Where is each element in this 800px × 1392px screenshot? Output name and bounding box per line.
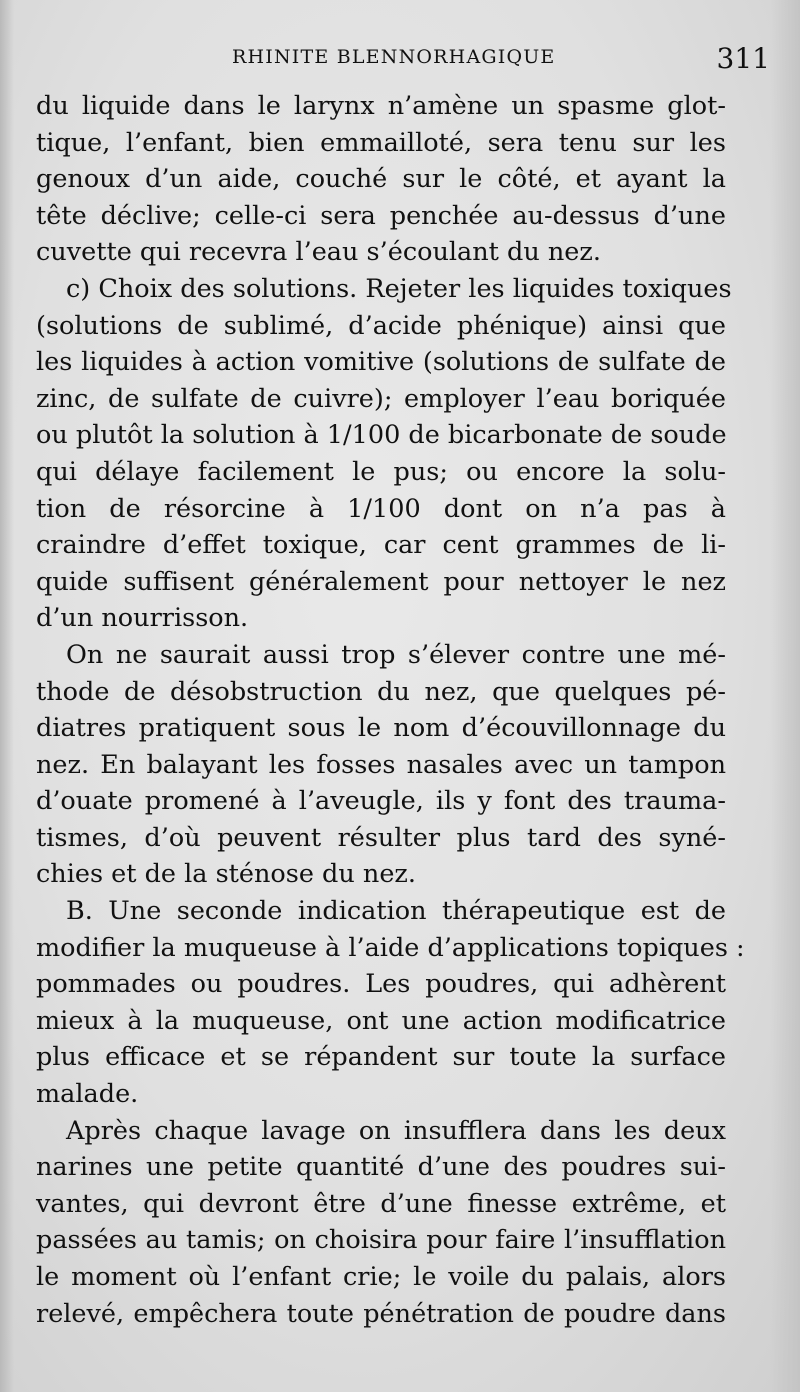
text-line: relevé, empêchera toute pénétration de poudre dans <box>36 1298 726 1329</box>
running-head: RHINITE BLENNORHAGIQUE <box>232 46 556 68</box>
page-number: 311 <box>716 42 770 75</box>
text-line: nez. En balayant les fosses nasales avec un tampon <box>36 749 726 780</box>
text-line: quide suffisent généralement pour nettoyer le nez <box>36 566 726 597</box>
text-line: du liquide dans le larynx n’amène un spasme glot- <box>36 91 726 121</box>
text-line: pommades ou poudres. Les poudres, qui adhèrent <box>36 969 726 1000</box>
text-line: B. Une seconde indication thérapeutique est de <box>66 896 726 927</box>
text-line: narines une petite quantité d’une des poudres sui- <box>36 1152 726 1183</box>
text-line: qui délaye facilement le pus; ou encore la solu- <box>36 456 726 487</box>
text-line: tête déclive; celle-ci sera penchée au-dessus d’une <box>36 200 726 231</box>
text-line: tismes, d’où peuvent résulter plus tard des syné- <box>36 822 726 853</box>
text-line: (solutions de sublimé, d’acide phénique) ainsi que <box>36 310 726 341</box>
text-line: c) Choix des solutions. Rejeter les liquides toxiques <box>66 273 732 304</box>
text-line: mieux à la muqueuse, ont une action modificatrice <box>36 1005 726 1036</box>
text-line: ou plutôt la solution à 1/100 de bicarbonate de soude <box>36 420 727 451</box>
text-line: le moment où l’enfant crie; le voile du palais, alors <box>36 1262 726 1292</box>
text-line: d’ouate promené à l’aveugle, ils y font des trauma- <box>36 786 726 817</box>
text-line: On ne saurait aussi trop s’élever contre une mé- <box>66 639 726 670</box>
text-line: tique, l’enfant, bien emmailloté, sera tenu sur les <box>36 127 726 158</box>
text-line: cuvette qui recevra l’eau s’écoulant du nez. <box>36 237 601 268</box>
text-line: plus efficace et se répandent sur toute la surface <box>36 1042 726 1073</box>
text-line: genoux d’un aide, couché sur le côté, et ayant la <box>36 164 726 195</box>
text-line: malade. <box>36 1079 139 1110</box>
body-text <box>36 88 745 1332</box>
page-edge-shadow <box>770 0 800 1392</box>
page-gutter-shadow <box>0 0 14 1392</box>
text-line: les liquides à action vomitive (solutions de sulfate de <box>36 347 726 378</box>
text-line: modifier la muqueuse à l’aide d’applications topiques : <box>36 932 745 963</box>
page-header <box>36 42 772 78</box>
text-line: passées au tamis; on choisira pour faire l’insufflation <box>36 1225 726 1256</box>
text-line: zinc, de sulfate de cuivre); employer l’eau boriquée <box>36 383 726 414</box>
text-line: vantes, qui devront être d’une finesse extrême, et <box>36 1188 726 1219</box>
text-line: tion de résorcine à 1/100 dont on n’a pas à <box>36 493 726 524</box>
text-line: thode de désobstruction du nez, que quelques pé- <box>36 676 726 707</box>
text-line: Après chaque lavage on insufflera dans les deux <box>66 1115 726 1146</box>
text-line: diatres pratiquent sous le nom d’écouvillonnage du <box>36 713 726 744</box>
text-line: chies et de la sténose du nez. <box>36 859 416 890</box>
text-line: craindre d’effet toxique, car cent grammes de li- <box>36 530 726 561</box>
text-line: d’un nourrisson. <box>36 603 249 634</box>
